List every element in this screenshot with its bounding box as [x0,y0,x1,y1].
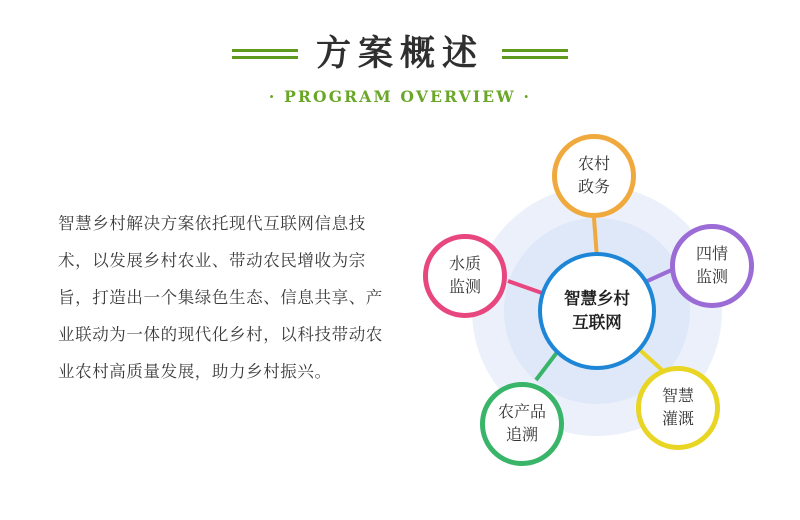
node-label-line1: 智慧 [661,388,694,405]
page-subtitle: · PROGRAM OVERVIEW · [268,87,532,106]
node-label-line1: 农村 [577,156,610,173]
node-label-line1: 四情 [695,246,728,263]
node-label-line2: 追溯 [505,427,538,444]
overview-paragraph: 智慧乡村解决方案依托现代互联网信息技术，以发展乡村农业、带动农民增收为宗旨，打造出一个集绿色生态、信息共享、产业联动为一体的现代化乡村，以科技带动农业农村高质量发展，助力乡村振兴。 [58,215,383,381]
node-label-line1: 农产品 [497,404,546,421]
title-row [0,33,800,74]
node-label-line2: 政务 [577,179,610,196]
smart-village-diagram [400,118,800,518]
node-label-line2: 监测 [448,279,481,296]
page-header [0,33,800,106]
node-label-line2: 监测 [695,269,728,286]
center-node-smart-village-internet[interactable] [538,252,656,370]
node-rural-governance[interactable] [552,134,636,218]
node-four-condition-monitoring[interactable] [670,224,754,308]
node-smart-irrigation[interactable] [636,366,720,450]
node-label-line2: 灌溉 [661,411,694,428]
center-label-line1: 智慧乡村 [564,290,630,308]
node-water-quality-monitoring[interactable] [423,234,507,318]
node-label-line1: 水质 [448,256,481,273]
node-product-traceability[interactable] [480,382,564,466]
page-title: 方案概述 [315,33,484,74]
center-label-line2: 互联网 [572,314,622,332]
